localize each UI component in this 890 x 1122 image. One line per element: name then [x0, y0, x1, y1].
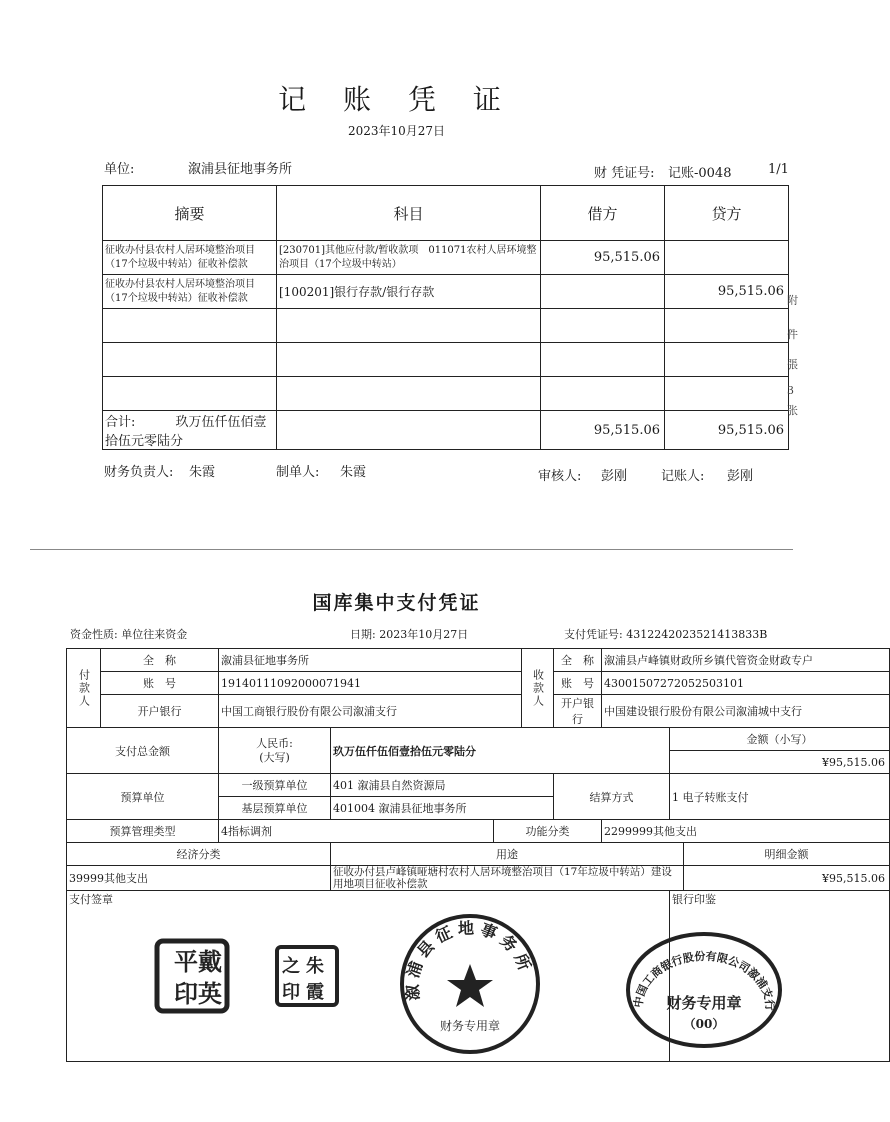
- col-summary-header: 摘要: [103, 186, 277, 241]
- total-label-cell: [103, 411, 277, 450]
- payer-label: 付款人: [67, 649, 101, 728]
- reviewer-name: 彭刚: [601, 469, 628, 484]
- budget-unit-label: 预算单位: [67, 774, 219, 820]
- payment-voucher-no-value: 4312242023521413833B: [626, 628, 768, 641]
- edge-mark: 附: [787, 294, 798, 307]
- settle-label: 结算方式: [554, 774, 670, 820]
- total-amount-row: [67, 728, 890, 751]
- total-row: [103, 411, 789, 450]
- round-official-seal-icon: [398, 912, 542, 1056]
- row-debit: [541, 275, 665, 309]
- detail-amount-label: 明细金额: [684, 843, 890, 866]
- payee-name: 溆浦县卢峰镇财政所乡镇代管资金财政专户: [602, 649, 890, 672]
- bank-seal-icon: [624, 930, 784, 1048]
- settle-value: 1 电子转账支付: [670, 774, 890, 820]
- row-debit: 95,515.06: [541, 241, 665, 275]
- payee-bank: 中国建设银行股份有限公司溆浦城中支行: [602, 695, 890, 728]
- total-credit: 95,515.06: [665, 411, 789, 450]
- func-value: 2299999其他支出: [602, 820, 890, 843]
- table-header-row: [103, 186, 789, 241]
- payment-date: [350, 626, 468, 642]
- col-debit-header: 借方: [541, 186, 665, 241]
- edge-mark: 3: [787, 384, 794, 397]
- svg-text:财务专用章: 财务专用章: [666, 994, 742, 1012]
- edge-mark: 張: [787, 358, 798, 371]
- amount-small: ¥95,515.06: [670, 751, 890, 774]
- table-row: [103, 275, 789, 309]
- fund-nature-value: 单位往来资金: [121, 628, 188, 641]
- econ-label: 经济分类: [67, 843, 331, 866]
- party-row-name: [67, 649, 890, 672]
- reviewer-label: 审核人:: [538, 469, 582, 484]
- row-summary: 征收办付县农村人居环境整治项目（17个垃圾中转站）征收补偿款: [103, 241, 277, 275]
- level1-label: 一级预算单位: [219, 774, 331, 797]
- payee-bank-label: 开户银行: [554, 695, 602, 728]
- bookkeeper-name: 彭刚: [727, 469, 754, 484]
- budget-unit-row: [67, 774, 890, 797]
- voucher-date: 2023年10月27日: [347, 124, 446, 138]
- svg-text:霞: 霞: [306, 982, 324, 1003]
- row-account: [230701]其他应付款/暂收款项 011071农村人居环境整治项目（17个垃圾中转站）: [277, 241, 541, 275]
- base-value: 401004 溆浦县征地事务所: [331, 797, 554, 820]
- svg-text:中国工商银行股份有限公司溆浦支行: 中国工商银行股份有限公司溆浦支行: [631, 949, 777, 1012]
- total-label: 合计:: [105, 415, 136, 430]
- payee-full-name-label: 全 称: [554, 649, 602, 672]
- payer-bank: 中国工商银行股份有限公司溆浦支行: [219, 695, 522, 728]
- maker-name: 朱霞: [340, 465, 367, 480]
- budget-mgmt-value: 4指标调剂: [219, 820, 494, 843]
- row-summary: 征收办付县农村人居环境整治项目（17个垃圾中转站）征收补偿款: [103, 275, 277, 309]
- finance-head-name: 朱霞: [189, 465, 216, 480]
- table-row: [103, 241, 789, 275]
- seal-daiying-icon: [154, 938, 230, 1014]
- payment-voucher-no: [564, 626, 767, 642]
- unit-label: 单位:: [104, 162, 135, 177]
- journal-voucher-table: [102, 185, 789, 450]
- svg-text:（00）: （00）: [683, 1017, 725, 1031]
- svg-text:印: 印: [282, 982, 300, 1003]
- fund-nature-label: 资金性质:: [70, 628, 118, 641]
- page-divider: [30, 549, 793, 550]
- pay-seal-label: 支付签章: [69, 893, 113, 906]
- voucher-title: 记 账 凭 证: [278, 83, 515, 116]
- rmb-label-cell: [219, 728, 331, 774]
- svg-text:印: 印: [174, 979, 198, 1008]
- budget-mgmt-label: 预算管理类型: [67, 820, 219, 843]
- date-label: 日期:: [350, 628, 376, 641]
- bookkeeper-label: 记账人:: [661, 469, 705, 484]
- payment-voucher-title: 国库集中支付凭证: [312, 592, 481, 614]
- empty-row: [103, 377, 789, 411]
- total-amount-label: 支付总金额: [67, 728, 219, 774]
- voucher-no-label: 财 凭证号:: [594, 166, 655, 181]
- voucher-no: 记账-0048: [668, 166, 732, 181]
- svg-text:戴: 戴: [198, 947, 222, 976]
- econ-value: 39999其他支出: [67, 866, 331, 891]
- payer-full-name-label: 全 称: [101, 649, 219, 672]
- seal-zhuxia-icon: [274, 944, 340, 1008]
- fund-nature: [70, 626, 187, 642]
- payer-account: 19140111092000071941: [219, 672, 522, 695]
- total-words: 玖万伍仟伍佰壹拾伍元零陆分: [105, 415, 267, 449]
- party-row-bank: [67, 695, 890, 728]
- func-label: 功能分类: [494, 820, 602, 843]
- unit-name: 溆浦县征地事务所: [188, 162, 293, 177]
- maker-label: 制单人:: [276, 465, 320, 480]
- detail-amount: ¥95,515.06: [684, 866, 890, 891]
- bank-seal-label: 银行印鉴: [672, 893, 716, 906]
- amount-small-label: 金额（小写）: [670, 728, 890, 751]
- svg-text:之: 之: [282, 956, 300, 977]
- col-account-header: 科目: [277, 186, 541, 241]
- page-indicator: 1/1: [768, 162, 789, 177]
- party-row-account: [67, 672, 890, 695]
- payee-account: 43001507272052503101: [602, 672, 890, 695]
- svg-text:溆浦县征地事务所: 溆浦县征地事务所: [402, 918, 537, 1002]
- finance-head-label: 财务负责人:: [104, 465, 174, 480]
- empty-row: [103, 343, 789, 377]
- empty-row: [103, 309, 789, 343]
- payer-bank-label: 开户银行: [101, 695, 219, 728]
- rmb-caps-label: (大写): [259, 750, 290, 764]
- amount-words: 玖万伍仟伍佰壹拾伍元零陆分: [331, 728, 670, 774]
- level1-value: 401 溆浦县自然资源局: [331, 774, 554, 797]
- payer-account-label: 账 号: [101, 672, 219, 695]
- svg-text:英: 英: [198, 979, 222, 1008]
- base-label: 基层预算单位: [219, 797, 331, 820]
- payment-voucher-no-label: 支付凭证号:: [564, 628, 623, 641]
- row-credit: [665, 241, 789, 275]
- col-credit-header: 贷方: [665, 186, 789, 241]
- payer-name: 溆浦县征地事务所: [219, 649, 522, 672]
- total-debit: 95,515.06: [541, 411, 665, 450]
- row-account: [100201]银行存款/银行存款: [277, 275, 541, 309]
- classification-row: [67, 866, 890, 891]
- purpose-label: 用途: [331, 843, 684, 866]
- rmb-label: 人民币:: [256, 736, 293, 750]
- row-credit: 95,515.06: [665, 275, 789, 309]
- svg-text:朱: 朱: [306, 956, 324, 977]
- payee-label: 收款人: [522, 649, 554, 728]
- svg-text:财务专用章: 财务专用章: [439, 1019, 501, 1033]
- date-value: 2023年10月27日: [379, 628, 469, 641]
- classification-header-row: [67, 843, 890, 866]
- budget-mgmt-row: [67, 820, 890, 843]
- edge-mark: 件: [787, 328, 798, 341]
- purpose-value: 征收办付县卢峰镇哑塘村农村人居环境整治项目（17年垃圾中转站）建设用地项目征收补偿款: [331, 866, 684, 891]
- edge-mark: 张: [787, 404, 798, 417]
- payee-account-label: 账 号: [554, 672, 602, 695]
- svg-text:平: 平: [174, 947, 198, 976]
